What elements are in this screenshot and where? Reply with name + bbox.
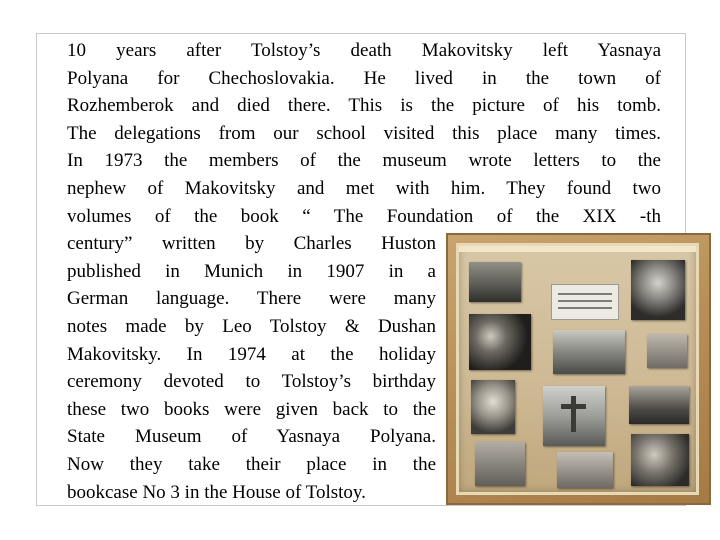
- text-line: century” written by Charles Huston: [67, 233, 436, 255]
- text-line: The delegations from our school visited this place many times.: [67, 122, 661, 144]
- museum-display-photo: [446, 233, 711, 505]
- text-line: notes made by Leo Tolstoy & Dushan: [67, 315, 436, 337]
- text-line: ceremony devoted to Tolstoy’s birthday: [67, 371, 436, 393]
- text-line: nephew of Makovitsky and met with him. They found two: [67, 177, 661, 199]
- photo-tomb-cross: [543, 386, 605, 446]
- text-line: German language. There were many: [67, 288, 436, 310]
- photo-small-right: [647, 334, 687, 368]
- photo-object: [629, 386, 689, 424]
- text-line: Makovitsky. In 1974 at the holiday: [67, 343, 436, 365]
- photo-two-women: [469, 314, 531, 370]
- text-line: volumes of the book “ The Foundation of the XIX -th: [67, 205, 661, 227]
- board-frame-edge: [459, 246, 696, 252]
- text-line: Rozhemberok and died there. This is the picture of his tomb.: [67, 95, 661, 117]
- photo-town-landscape: [553, 330, 625, 374]
- photo-bottom-right: [631, 434, 689, 486]
- text-line: State Museum of Yasnaya Polyana.: [67, 426, 436, 448]
- text-line: Polyana for Chechoslovakia. He lived in the town of: [67, 67, 661, 89]
- text-line: published in Munich in 1907 in a: [67, 260, 436, 282]
- cross-bar: [561, 404, 586, 409]
- caption-card: [551, 284, 619, 320]
- photo-portrait-woman: [471, 380, 515, 434]
- text-line: In 1973 the members of the museum wrote letters to the: [67, 150, 661, 172]
- text-line: Now they take their place in the: [67, 453, 436, 475]
- photo-bottom-middle: [557, 452, 613, 488]
- photo-portrait-man: [631, 260, 685, 320]
- photo-bottom-left: [475, 442, 525, 486]
- cross-icon: [571, 396, 576, 432]
- display-board: [456, 243, 699, 495]
- text-line: 10 years after Tolstoy’s death Makovitsky left Yasnaya: [67, 40, 661, 61]
- photo-garden: [469, 262, 521, 302]
- text-line: these two books were given back to the: [67, 398, 436, 420]
- text-line: bookcase No 3 in the House of Tolstoy.: [67, 481, 366, 503]
